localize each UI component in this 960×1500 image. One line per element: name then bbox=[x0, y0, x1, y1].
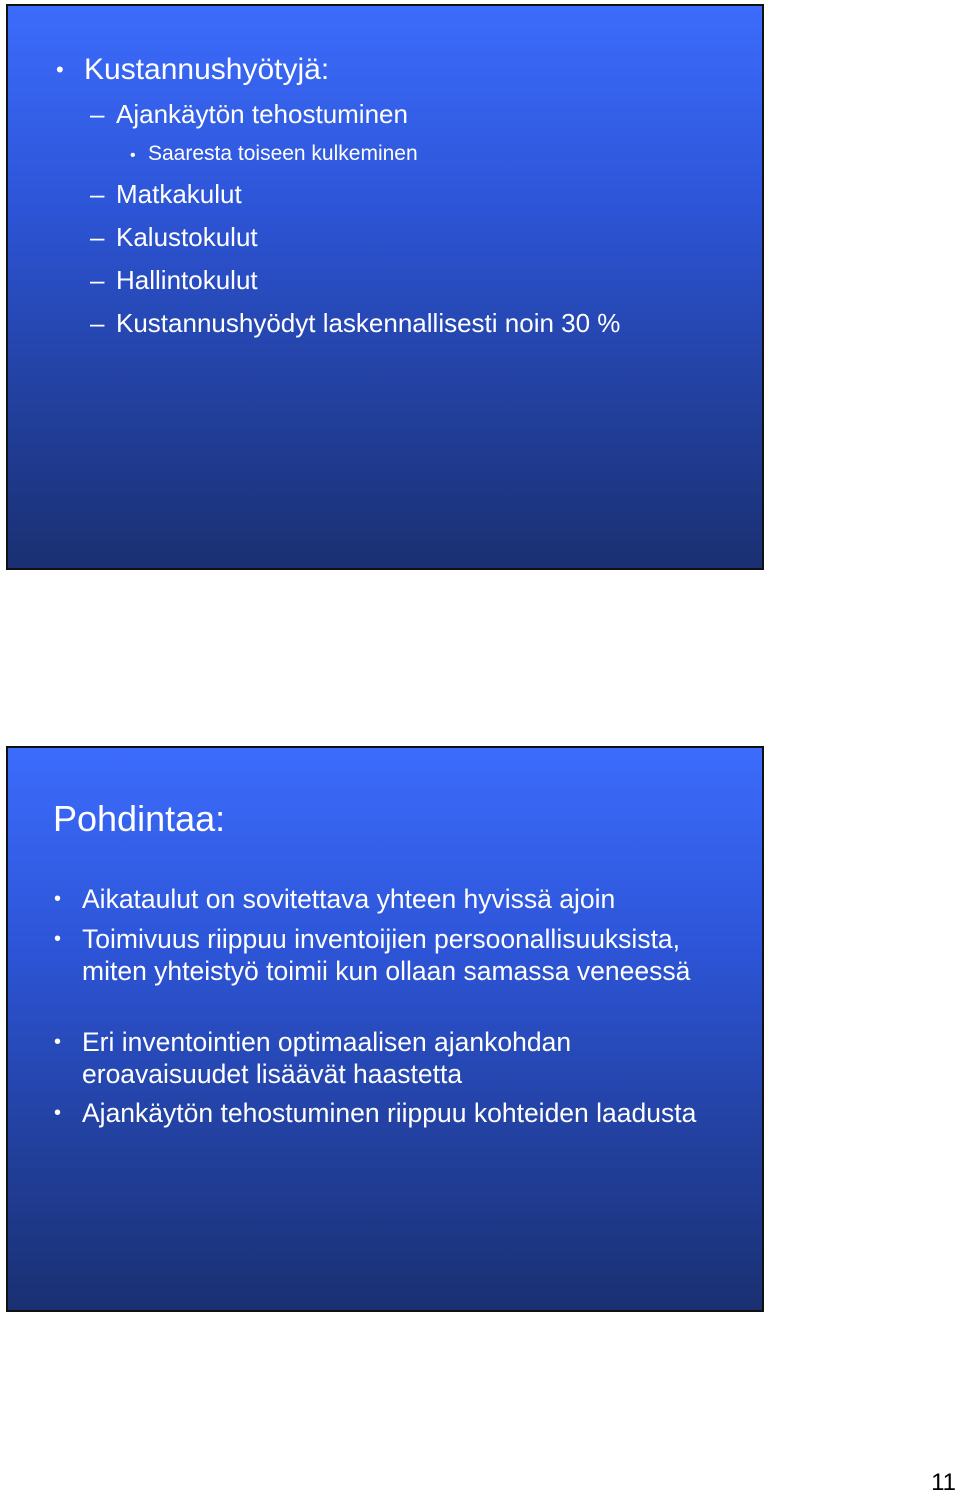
list-item bbox=[54, 1026, 734, 1090]
bullet-icon: • bbox=[54, 1102, 62, 1124]
slide-reflection bbox=[6, 746, 764, 1312]
list-item-text: Matkakulut bbox=[116, 179, 242, 209]
bullet-icon: • bbox=[130, 147, 136, 164]
list-item bbox=[90, 221, 258, 253]
list-item bbox=[54, 883, 734, 915]
slide-heading: Kustannushyötyjä: bbox=[84, 53, 330, 86]
list-item-text: Ajankäytön tehostuminen riippuu kohteiden laadusta bbox=[82, 1098, 697, 1128]
dash-icon: – bbox=[90, 222, 105, 252]
list-item-text: Aikataulut on sovitettava yhteen hyvissä ajoin bbox=[82, 884, 616, 914]
list-item-text: Eri inventointien optimaalisen ajankohdan eroavaisuudet lisäävät haastetta bbox=[82, 1027, 572, 1089]
list-item-text: Saaresta toiseen kulkeminen bbox=[148, 142, 418, 165]
list-item bbox=[90, 178, 242, 210]
slide-title: Pohdintaa: bbox=[53, 798, 226, 839]
bullet-icon: • bbox=[54, 928, 62, 950]
slide-cost-benefits bbox=[6, 4, 764, 570]
list-item bbox=[54, 923, 734, 987]
list-item-text: Ajankäytön tehostuminen bbox=[116, 99, 408, 129]
slide-heading-bullet bbox=[56, 52, 329, 88]
dash-icon: – bbox=[90, 179, 105, 209]
bullet-icon: • bbox=[54, 1031, 62, 1053]
bullet-icon: • bbox=[54, 888, 62, 910]
page-number: 11 bbox=[931, 1469, 956, 1496]
list-item bbox=[54, 1097, 734, 1129]
bullet-icon: • bbox=[56, 57, 64, 82]
dash-icon: – bbox=[90, 99, 105, 129]
list-item bbox=[90, 307, 620, 339]
sub-list-item bbox=[130, 141, 418, 169]
list-item-text: Kalustokulut bbox=[116, 222, 258, 252]
list-item bbox=[90, 264, 258, 296]
list-item-text: Kustannushyödyt laskennallisesti noin 30 % bbox=[116, 308, 621, 338]
list-item bbox=[90, 98, 408, 130]
dash-icon: – bbox=[90, 265, 105, 295]
dash-icon: – bbox=[90, 308, 105, 338]
list-item-text: Toimivuus riippuu inventoijien persoonallisuuksista, miten yhteistyö toimii kun ollaan samassa veneessä bbox=[82, 924, 691, 986]
list-item-text: Hallintokulut bbox=[116, 265, 258, 295]
